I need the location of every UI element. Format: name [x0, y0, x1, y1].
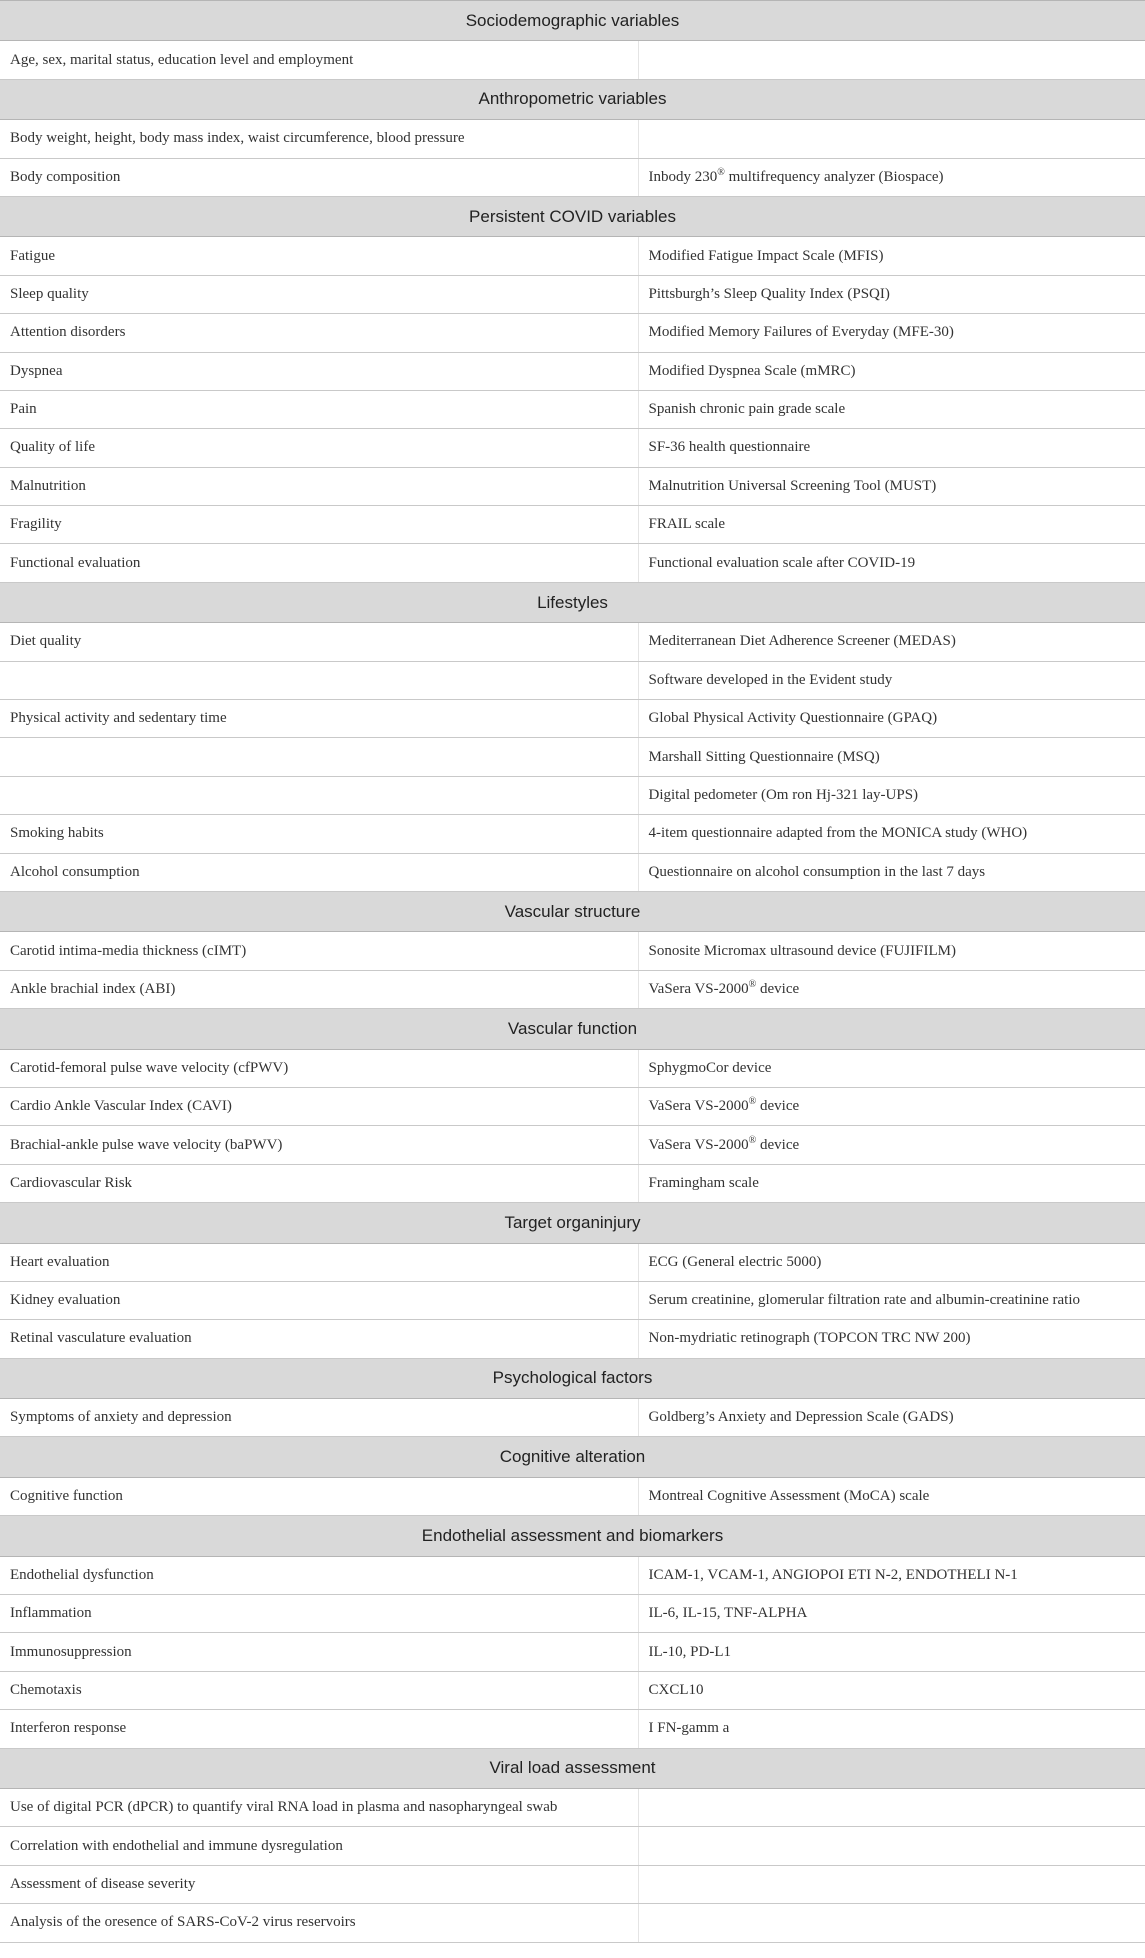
section-header-psychological-factors — [0, 1358, 1145, 1398]
table-row — [0, 932, 1145, 970]
instrument-cell: FRAIL scale — [638, 506, 1145, 544]
instrument-cell — [638, 120, 1145, 158]
table-row — [0, 41, 1145, 79]
variable-cell: Fragility — [0, 506, 638, 544]
instrument-cell: Sonosite Micromax ultrasound device (FUJIFILM) — [638, 932, 1145, 970]
table-row — [0, 1595, 1145, 1633]
instrument-cell: Montreal Cognitive Assessment (MoCA) scale — [638, 1477, 1145, 1515]
table-row — [0, 1633, 1145, 1671]
section-title: Lifestyles — [0, 582, 1145, 622]
instrument-cell: ECG (General electric 5000) — [638, 1243, 1145, 1281]
section-title: Anthropometric variables — [0, 79, 1145, 119]
instrument-cell: IL-10, PD-L1 — [638, 1633, 1145, 1671]
instrument-cell: VaSera VS-2000® device — [638, 1126, 1145, 1164]
variable-cell: Physical activity and sedentary time — [0, 700, 638, 738]
instrument-cell: 4-item questionnaire adapted from the MONICA study (WHO) — [638, 815, 1145, 853]
instrument-cell: Software developed in the Evident study — [638, 661, 1145, 699]
variable-cell: Kidney evaluation — [0, 1281, 638, 1319]
variable-cell: Alcohol consumption — [0, 853, 638, 891]
variable-cell: Cardiovascular Risk — [0, 1164, 638, 1202]
instrument-cell: Malnutrition Universal Screening Tool (MUST) — [638, 467, 1145, 505]
instrument-cell — [638, 1904, 1145, 1942]
section-title: Endothelial assessment and biomarkers — [0, 1516, 1145, 1556]
section-title: Cognitive alteration — [0, 1437, 1145, 1477]
instrument-cell: ICAM-1, VCAM-1, ANGIOPOI ETI N-2, ENDOTHELI N-1 — [638, 1556, 1145, 1594]
table-row — [0, 1243, 1145, 1281]
table-row — [0, 738, 1145, 776]
variable-cell: Pain — [0, 390, 638, 428]
instrument-cell: CXCL10 — [638, 1671, 1145, 1709]
instrument-cell: I FN-gamm a — [638, 1710, 1145, 1748]
table-row — [0, 1126, 1145, 1164]
table-row — [0, 237, 1145, 275]
variable-cell: Symptoms of anxiety and depression — [0, 1399, 638, 1437]
variable-cell: Chemotaxis — [0, 1671, 638, 1709]
variable-cell: Diet quality — [0, 623, 638, 661]
variable-cell: Dyspnea — [0, 352, 638, 390]
section-title: Vascular function — [0, 1009, 1145, 1049]
section-title: Viral load assessment — [0, 1748, 1145, 1788]
table-row — [0, 467, 1145, 505]
section-header-anthropometric-variables — [0, 79, 1145, 119]
section-title: Vascular structure — [0, 891, 1145, 931]
variable-cell: Body weight, height, body mass index, waist circumference, blood pressure — [0, 120, 638, 158]
section-header-endothelial-assessment-and-biomarkers — [0, 1516, 1145, 1556]
instrument-cell: Modified Dyspnea Scale (mMRC) — [638, 352, 1145, 390]
table-row — [0, 1320, 1145, 1358]
instrument-cell: Serum creatinine, glomerular filtration rate and albumin-creatinine ratio — [638, 1281, 1145, 1319]
table-row — [0, 275, 1145, 313]
variable-cell: Quality of life — [0, 429, 638, 467]
variable-cell: Attention disorders — [0, 314, 638, 352]
instrument-cell: Modified Fatigue Impact Scale (MFIS) — [638, 237, 1145, 275]
table-row — [0, 1399, 1145, 1437]
table-row — [0, 970, 1145, 1008]
instrument-cell: Digital pedometer (Om ron Hj-321 lay-UPS) — [638, 776, 1145, 814]
instrument-cell: Marshall Sitting Questionnaire (MSQ) — [638, 738, 1145, 776]
variable-cell: Endothelial dysfunction — [0, 1556, 638, 1594]
instrument-cell: Goldberg’s Anxiety and Depression Scale (GADS) — [638, 1399, 1145, 1437]
table-row — [0, 544, 1145, 582]
variable-cell: Body composition — [0, 158, 638, 196]
instrument-cell: Non-mydriatic retinograph (TOPCON TRC NW 200) — [638, 1320, 1145, 1358]
table-row — [0, 853, 1145, 891]
table-row — [0, 506, 1145, 544]
variable-cell: Interferon response — [0, 1710, 638, 1748]
instrument-cell — [638, 1788, 1145, 1826]
variable-cell: Functional evaluation — [0, 544, 638, 582]
section-title: Psychological factors — [0, 1358, 1145, 1398]
instrument-cell: SF-36 health questionnaire — [638, 429, 1145, 467]
table-row — [0, 623, 1145, 661]
table-row — [0, 390, 1145, 428]
table-row — [0, 1049, 1145, 1087]
instrument-cell: SphygmoCor device — [638, 1049, 1145, 1087]
table-row — [0, 1827, 1145, 1865]
table-row — [0, 1164, 1145, 1202]
table-row — [0, 1788, 1145, 1826]
table-row — [0, 815, 1145, 853]
table-row — [0, 776, 1145, 814]
section-header-cognitive-alteration — [0, 1437, 1145, 1477]
instrument-cell: Global Physical Activity Questionnaire (GPAQ) — [638, 700, 1145, 738]
variable-cell: Heart evaluation — [0, 1243, 638, 1281]
table-row — [0, 661, 1145, 699]
section-title: Target organinjury — [0, 1203, 1145, 1243]
variable-cell: Cardio Ankle Vascular Index (CAVI) — [0, 1087, 638, 1125]
instrument-cell: Functional evaluation scale after COVID-19 — [638, 544, 1145, 582]
table-row — [0, 429, 1145, 467]
section-title: Persistent COVID variables — [0, 196, 1145, 236]
table-row — [0, 1710, 1145, 1748]
variable-cell: Sleep quality — [0, 275, 638, 313]
section-header-lifestyles — [0, 582, 1145, 622]
table-row — [0, 700, 1145, 738]
variable-cell: Assessment of disease severity — [0, 1865, 638, 1903]
variable-cell: Malnutrition — [0, 467, 638, 505]
instrument-cell: IL-6, IL-15, TNF-ALPHA — [638, 1595, 1145, 1633]
instrument-cell — [638, 41, 1145, 79]
instrument-cell: VaSera VS-2000® device — [638, 970, 1145, 1008]
variable-cell: Smoking habits — [0, 815, 638, 853]
variable-cell: Correlation with endothelial and immune dysregulation — [0, 1827, 638, 1865]
variable-cell — [0, 661, 638, 699]
variable-cell: Analysis of the oresence of SARS-CoV-2 virus reservoirs — [0, 1904, 638, 1942]
section-header-vascular-function — [0, 1009, 1145, 1049]
instrument-cell: Mediterranean Diet Adherence Screener (MEDAS) — [638, 623, 1145, 661]
variable-cell: Age, sex, marital status, education level and employment — [0, 41, 638, 79]
table-row — [0, 1556, 1145, 1594]
table-row — [0, 314, 1145, 352]
table-row — [0, 120, 1145, 158]
table-row — [0, 352, 1145, 390]
section-header-vascular-structure — [0, 891, 1145, 931]
variable-cell — [0, 776, 638, 814]
instrument-cell — [638, 1865, 1145, 1903]
table-row — [0, 1477, 1145, 1515]
variables-table-body — [0, 1, 1145, 1943]
variable-cell: Carotid intima-media thickness (cIMT) — [0, 932, 638, 970]
variable-cell: Use of digital PCR (dPCR) to quantify viral RNA load in plasma and nasopharyngeal swab — [0, 1788, 638, 1826]
table-row — [0, 1087, 1145, 1125]
instrument-cell: Questionnaire on alcohol consumption in the last 7 days — [638, 853, 1145, 891]
section-header-target-organinjury — [0, 1203, 1145, 1243]
table-row — [0, 1865, 1145, 1903]
section-header-sociodemographic-variables — [0, 1, 1145, 41]
instrument-cell: VaSera VS-2000® device — [638, 1087, 1145, 1125]
instrument-cell: Pittsburgh’s Sleep Quality Index (PSQI) — [638, 275, 1145, 313]
table-row — [0, 1904, 1145, 1942]
table-row — [0, 1671, 1145, 1709]
variable-cell: Carotid-femoral pulse wave velocity (cfPWV) — [0, 1049, 638, 1087]
variable-cell: Brachial-ankle pulse wave velocity (baPWV) — [0, 1126, 638, 1164]
section-header-viral-load-assessment — [0, 1748, 1145, 1788]
instrument-cell: Inbody 230® multifrequency analyzer (Biospace) — [638, 158, 1145, 196]
variable-cell: Cognitive function — [0, 1477, 638, 1515]
table-row — [0, 1281, 1145, 1319]
variable-cell: Ankle brachial index (ABI) — [0, 970, 638, 1008]
variable-cell: Fatigue — [0, 237, 638, 275]
variable-cell — [0, 738, 638, 776]
variable-cell: Retinal vasculature evaluation — [0, 1320, 638, 1358]
instrument-cell: Modified Memory Failures of Everyday (MFE-30) — [638, 314, 1145, 352]
section-header-persistent-covid-variables — [0, 196, 1145, 236]
instrument-cell — [638, 1827, 1145, 1865]
variable-cell: Inflammation — [0, 1595, 638, 1633]
variable-cell: Immunosuppression — [0, 1633, 638, 1671]
section-title: Sociodemographic variables — [0, 1, 1145, 41]
table-row — [0, 158, 1145, 196]
instrument-cell: Framingham scale — [638, 1164, 1145, 1202]
instrument-cell: Spanish chronic pain grade scale — [638, 390, 1145, 428]
